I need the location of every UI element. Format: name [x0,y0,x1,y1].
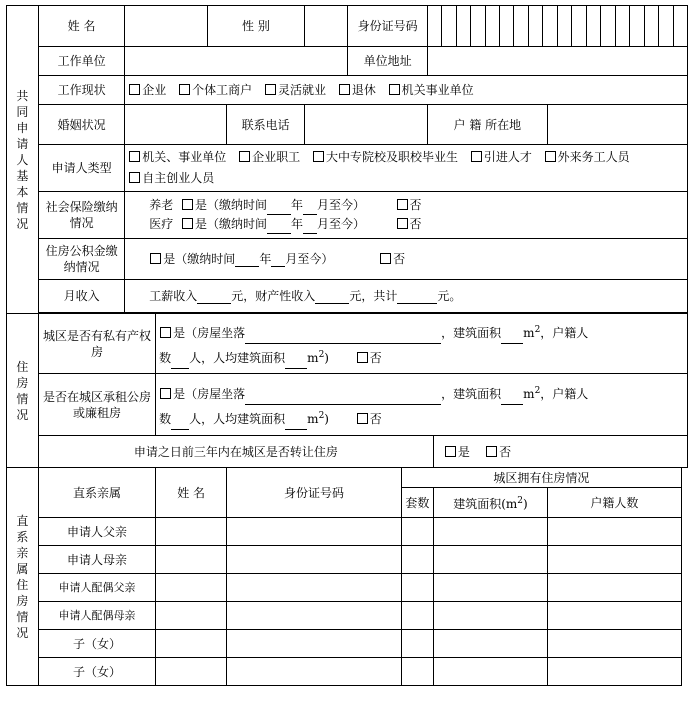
relatives-section-title: 直 系 亲 属 住 房 情 况 [7,468,39,686]
area-blank[interactable] [501,331,523,344]
housing-fund-content [125,239,688,280]
monthly-income-content [125,280,688,313]
relation-header: 直系亲属 [38,468,155,518]
checkbox-icon[interactable] [445,446,456,457]
month-label: 月至今） [316,217,365,231]
relative-area-cell[interactable] [433,602,547,630]
location-label: 是（房屋坐落 [173,325,246,340]
work-status-label: 工作现状 [38,76,124,105]
id-number-field[interactable] [427,6,687,47]
relative-hukou-cell[interactable] [548,546,682,574]
salary-income-blank[interactable] [197,291,231,304]
relative-relation-cell: 申请人配偶母亲 [38,602,155,630]
hukou-count-label-tail: 数 [159,411,172,426]
per-person-area-blank[interactable] [285,356,307,369]
pension-label: 养老 [149,198,174,212]
work-status-option[interactable]: 个体工商户 [178,83,252,97]
hukou-count-label: ，户籍人 [540,325,589,340]
area-label: ，建筑面积 [441,325,502,340]
marital-status-label: 婚姻状况 [38,105,124,145]
social-insurance-label: 社会保险缴纳情况 [38,192,124,239]
checkbox-icon [129,84,140,95]
phone-label: 联系电话 [227,105,305,145]
area-sup: 2 [318,410,325,421]
checkbox-icon[interactable] [160,327,171,338]
phone-field[interactable] [305,105,427,145]
relative-area-cell[interactable] [433,518,547,546]
pension-line [149,196,684,215]
per-person-area-blank[interactable] [285,417,307,430]
yes-label: 是 [194,198,207,212]
month-label: 月至今） [316,198,365,212]
year-label: 年 [290,198,303,212]
insurance-detail-label: （缴纳时间 [175,252,236,266]
year-label: 年 [290,217,303,231]
year-blank[interactable] [267,221,291,234]
checkbox-icon[interactable] [380,253,391,264]
checkbox-icon[interactable] [182,199,193,210]
checkbox-icon[interactable] [397,218,408,229]
marital-status-field[interactable] [125,105,227,145]
relative-id-cell[interactable] [227,658,402,686]
work-status-option[interactable]: 企业 [128,83,166,97]
applicant-type-option[interactable]: 引进人才 [470,150,532,164]
area-unit: m [307,350,319,365]
relative-relation-cell: 申请人母亲 [38,546,155,574]
year-blank[interactable] [235,254,259,267]
yes-label: 是 [194,217,207,231]
applicant-type-option[interactable]: 自主创业人员 [128,171,214,185]
public-rental-label: 是否在城区承租公房或廉租房 [38,374,155,436]
name-field[interactable] [125,6,207,47]
id-digit-boxes [428,6,687,46]
applicant-type-label: 申请人类型 [38,145,124,192]
relative-units-cell[interactable] [401,602,433,630]
area-header: 建筑面积$(m^2)$ [433,488,547,518]
relative-hukou-cell[interactable] [548,630,682,658]
per-person-area-label: 人，人均建筑面积 [189,411,286,426]
area-blank[interactable] [501,392,523,405]
area-unit: m [523,386,535,401]
relative-units-cell[interactable] [401,630,433,658]
insurance-detail-label: （缴纳时间 [206,217,267,231]
relative-area-cell[interactable] [433,546,547,574]
property-income-blank[interactable] [315,291,349,304]
work-status-option[interactable]: 机关事业单位 [388,83,474,97]
relative-id-cell[interactable] [227,630,402,658]
relative-id-cell[interactable] [227,602,402,630]
housing-application-form [6,5,688,686]
area-label: ，建筑面积 [441,386,502,401]
checkbox-icon [313,151,324,162]
location-blank[interactable] [245,331,441,344]
no-label: 否 [369,350,382,365]
checkbox-icon[interactable] [486,446,497,457]
hukou-location-label: 户 籍 所在地 [427,105,547,145]
private-property-label: 城区是否有私有产权房 [38,314,155,374]
relative-units-cell[interactable] [401,518,433,546]
relative-relation-cell: 子（女） [38,658,155,686]
monthly-income-label: 月收入 [38,280,124,313]
relative-name-cell[interactable] [156,518,227,546]
checkbox-icon [265,84,276,95]
relative-name-cell[interactable] [156,658,227,686]
name-label: 姓 名 [38,6,124,47]
checkbox-icon [545,151,556,162]
checkbox-icon[interactable] [397,199,408,210]
relative-name-cell[interactable] [156,630,227,658]
units-header: 套数 [401,488,433,518]
hukou-count-blank[interactable] [171,417,189,430]
total-income-label: 元，共计 [349,289,398,303]
checkbox-icon [339,84,350,95]
housing-owned-header: 城区拥有住房情况 [401,468,681,488]
location-label: 是（房屋坐落 [173,386,246,401]
applicant-type-option[interactable]: 外来务工人员 [544,150,630,164]
id-number-label: 身份证号码 [348,6,427,47]
no-label: 否 [393,252,406,266]
relative-area-cell[interactable] [433,630,547,658]
year-blank[interactable] [267,202,291,215]
medical-line [149,215,684,234]
housing-section-title: 住 房 情 况 [7,314,39,468]
relative-hukou-cell[interactable] [548,574,682,602]
checkbox-icon[interactable] [357,352,368,363]
relative-id-cell[interactable] [227,574,402,602]
area-sup: 2 [318,349,325,360]
hukou-count-blank[interactable] [171,356,189,369]
checkbox-icon [389,84,400,95]
checkbox-icon [129,151,140,162]
month-blank[interactable] [303,202,317,215]
month-blank[interactable] [271,254,285,267]
month-label: 月至今） [285,252,334,266]
salary-income-label: 工薪收入 [149,289,198,303]
checkbox-icon [179,84,190,95]
relative-hukou-cell[interactable] [548,658,682,686]
private-property-content: 是（房屋坐落 ，建筑面积 $m^2$，户籍人 数 人，人均建筑面积 $m^2$) 否 [156,314,688,374]
area-unit: m [523,325,535,340]
relative-units-cell[interactable] [401,574,433,602]
relative-name-cell[interactable] [156,602,227,630]
employer-field[interactable] [125,47,348,76]
relative-relation-cell: 申请人配偶父亲 [38,574,155,602]
relative-name-cell[interactable] [156,546,227,574]
transfer-answer [433,436,687,468]
work-status-options [125,76,688,105]
relative-name-cell[interactable] [156,574,227,602]
yes-label: 是 [163,252,176,266]
no-label: 否 [409,217,422,231]
hukou-count-label-tail: 数 [159,350,172,365]
checkbox-icon[interactable] [160,388,171,399]
yes-label: 是 [457,444,470,459]
applicant-type-options [125,145,688,192]
relative-id-header: 身份证号码 [227,468,402,518]
work-status-option[interactable]: 退休 [338,83,376,97]
hukou-count-header: 户籍人数 [548,488,682,518]
checkbox-icon [239,151,250,162]
year-label: 年 [259,252,272,266]
relative-area-cell[interactable] [433,658,547,686]
hukou-location-field[interactable] [548,105,688,145]
relative-area-cell[interactable] [433,574,547,602]
employer-address-label: 单位地址 [348,47,427,76]
applicant-type-option[interactable]: 大中专院校及职校毕业生 [312,150,458,164]
relative-id-cell[interactable] [227,546,402,574]
checkbox-icon [471,151,482,162]
location-blank[interactable] [245,392,441,405]
housing-fund-label: 住房公积金缴纳情况 [38,239,124,280]
total-income-blank[interactable] [397,291,437,304]
checkbox-icon [129,172,140,183]
relative-relation-cell: 申请人父亲 [38,518,155,546]
relative-hukou-cell[interactable] [548,602,682,630]
area-sup: 2 [534,324,541,335]
gender-field[interactable] [305,6,348,47]
per-person-area-label: 人，人均建筑面积 [189,350,286,365]
relative-units-cell[interactable] [401,546,433,574]
relative-hukou-cell[interactable] [548,518,682,546]
no-label: 否 [409,198,422,212]
relative-units-cell[interactable] [401,658,433,686]
relative-id-cell[interactable] [227,518,402,546]
work-status-option[interactable]: 灵活就业 [264,83,326,97]
applicant-type-option[interactable]: 企业职工 [238,150,300,164]
public-rental-content: 是（房屋坐落 ，建筑面积 $m^2$，户籍人 数 人，人均建筑面积 $m^2$) 否 [156,374,688,436]
transfer-question-label: 申请之日前三年内在城区是否转让住房 [38,436,433,468]
gender-label: 性 别 [207,6,305,47]
applicant-type-option[interactable]: 机关、事业单位 [128,150,226,164]
no-label: 否 [369,411,382,426]
relative-relation-cell: 子（女） [38,630,155,658]
no-label: 否 [499,444,512,459]
income-end-label: 元。 [437,289,462,303]
employer-label: 工作单位 [38,47,124,76]
employer-address-field[interactable] [427,47,687,76]
insurance-detail-label: （缴纳时间 [206,198,267,212]
checkbox-icon[interactable] [357,413,368,424]
property-income-label: 元，财产性收入 [231,289,316,303]
area-sup: 2 [534,385,541,396]
month-blank[interactable] [303,221,317,234]
social-insurance-content [125,192,688,239]
hukou-count-label: ，户籍人 [540,386,589,401]
area-unit: m [307,411,319,426]
relative-name-header: 姓 名 [156,468,227,518]
medical-label: 医疗 [149,217,174,231]
checkbox-icon[interactable] [182,218,193,229]
basic-section-title: 共 同 申 请 人 基 本 情 况 [7,6,39,314]
checkbox-icon[interactable] [150,253,161,264]
